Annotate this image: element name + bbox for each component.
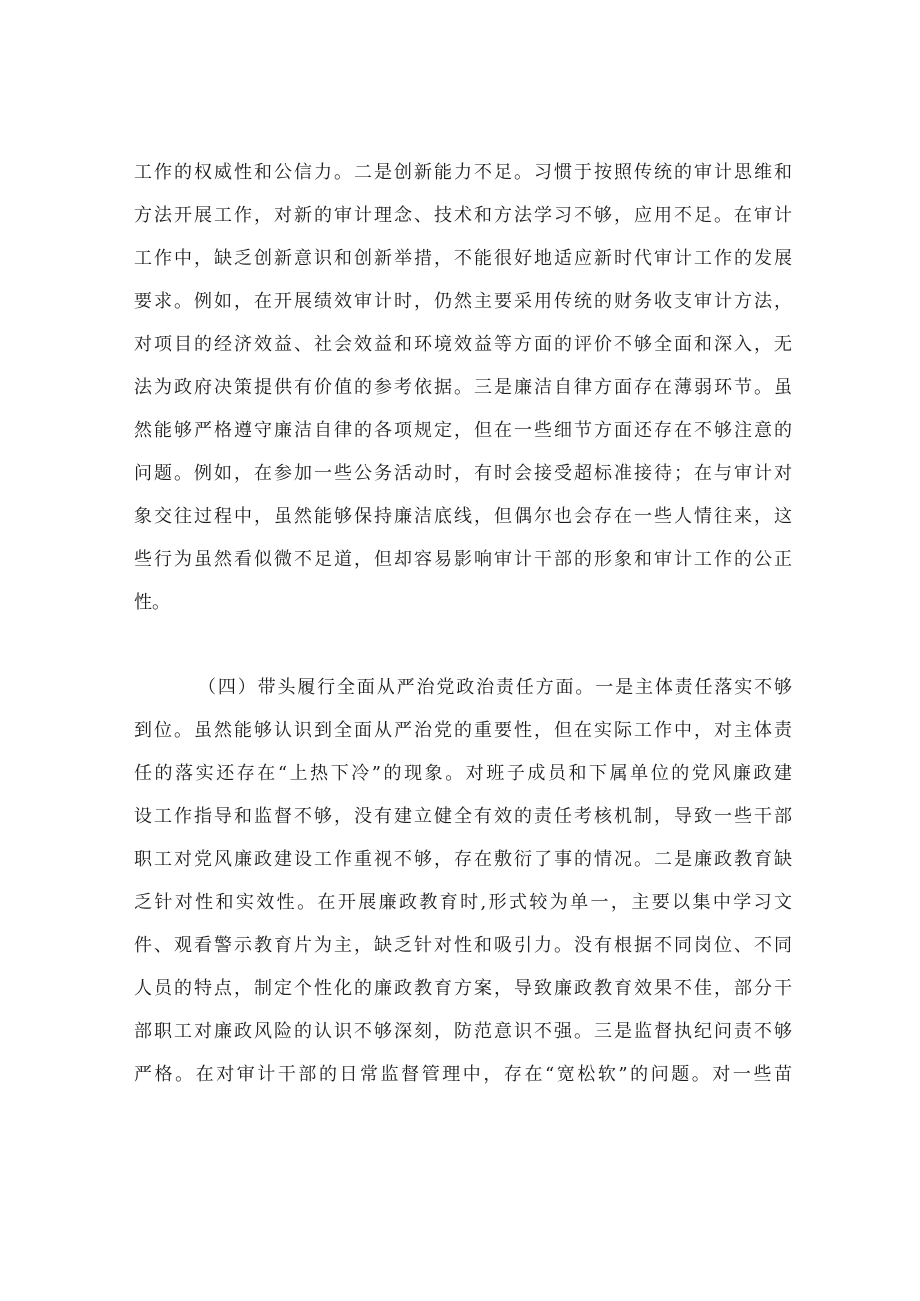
- text-line: 部职工对廉政风险的认识不够深刻，防范意识不强。三是监督执纪问责不够: [134, 1021, 792, 1042]
- paragraph-heading-line: （四）带头履行全面从严治党政治责任方面。一是主体责任落实不够: [198, 677, 792, 698]
- text-line: 工作中，缺乏创新意识和创新举措，不能很好地适应新时代审计工作的发展: [134, 248, 792, 269]
- text-line: 对项目的经济效益、社会效益和环境效益等方面的评价不够全面和深入，无: [134, 334, 792, 355]
- text-line: 工作的权威性和公信力。二是创新能力不足。习惯于按照传统的审计思维和: [134, 162, 792, 183]
- text-line: 性。: [134, 592, 170, 613]
- text-line: 任的落实还存在“上热下冷”的现象。对班子成员和下属单位的党风廉政建: [134, 763, 792, 784]
- text-line: 乏针对性和实效性。在开展廉政教育时,形式较为单一，主要以集中学习文: [134, 892, 792, 913]
- text-line: 严格。在对审计干部的日常监督管理中，存在“宽松软”的问题。对一些苗: [134, 1064, 792, 1085]
- text-line: 法为政府决策提供有价值的参考依据。三是廉洁自律方面存在薄弱环节。虽: [134, 377, 792, 398]
- text-line: 到位。虽然能够认识到全面从严治党的重要性，但在实际工作中，对主体责: [134, 720, 792, 741]
- text-line: 要求。例如，在开展绩效审计时，仍然主要采用传统的财务收支审计方法，: [134, 291, 792, 312]
- text-line: 方法开展工作，对新的审计理念、技术和方法学习不够，应用不足。在审计: [134, 205, 792, 226]
- text-line: 然能够严格遵守廉洁自律的各项规定，但在一些细节方面还存在不够注意的: [134, 420, 792, 441]
- text-line: 些行为虽然看似微不足道，但却容易影响审计干部的形象和审计工作的公正: [134, 549, 792, 570]
- text-line: 职工对党风廉政建设工作重视不够，存在敷衍了事的情况。二是廉政教育缺: [134, 849, 792, 870]
- text-line: 件、观看警示教育片为主，缺乏针对性和吸引力。没有根据不同岗位、不同: [134, 935, 792, 956]
- text-line: 象交往过程中，虽然能够保持廉洁底线，但偶尔也会存在一些人情往来，这: [134, 506, 792, 527]
- text-line: 设工作指导和监督不够，没有建立健全有效的责任考核机制，导致一些干部: [134, 806, 792, 827]
- text-line: 人员的特点，制定个性化的廉政教育方案，导致廉政教育效果不佳，部分干: [134, 978, 792, 999]
- text-line: 问题。例如，在参加一些公务活动时，有时会接受超标准接待；在与审计对: [134, 463, 792, 484]
